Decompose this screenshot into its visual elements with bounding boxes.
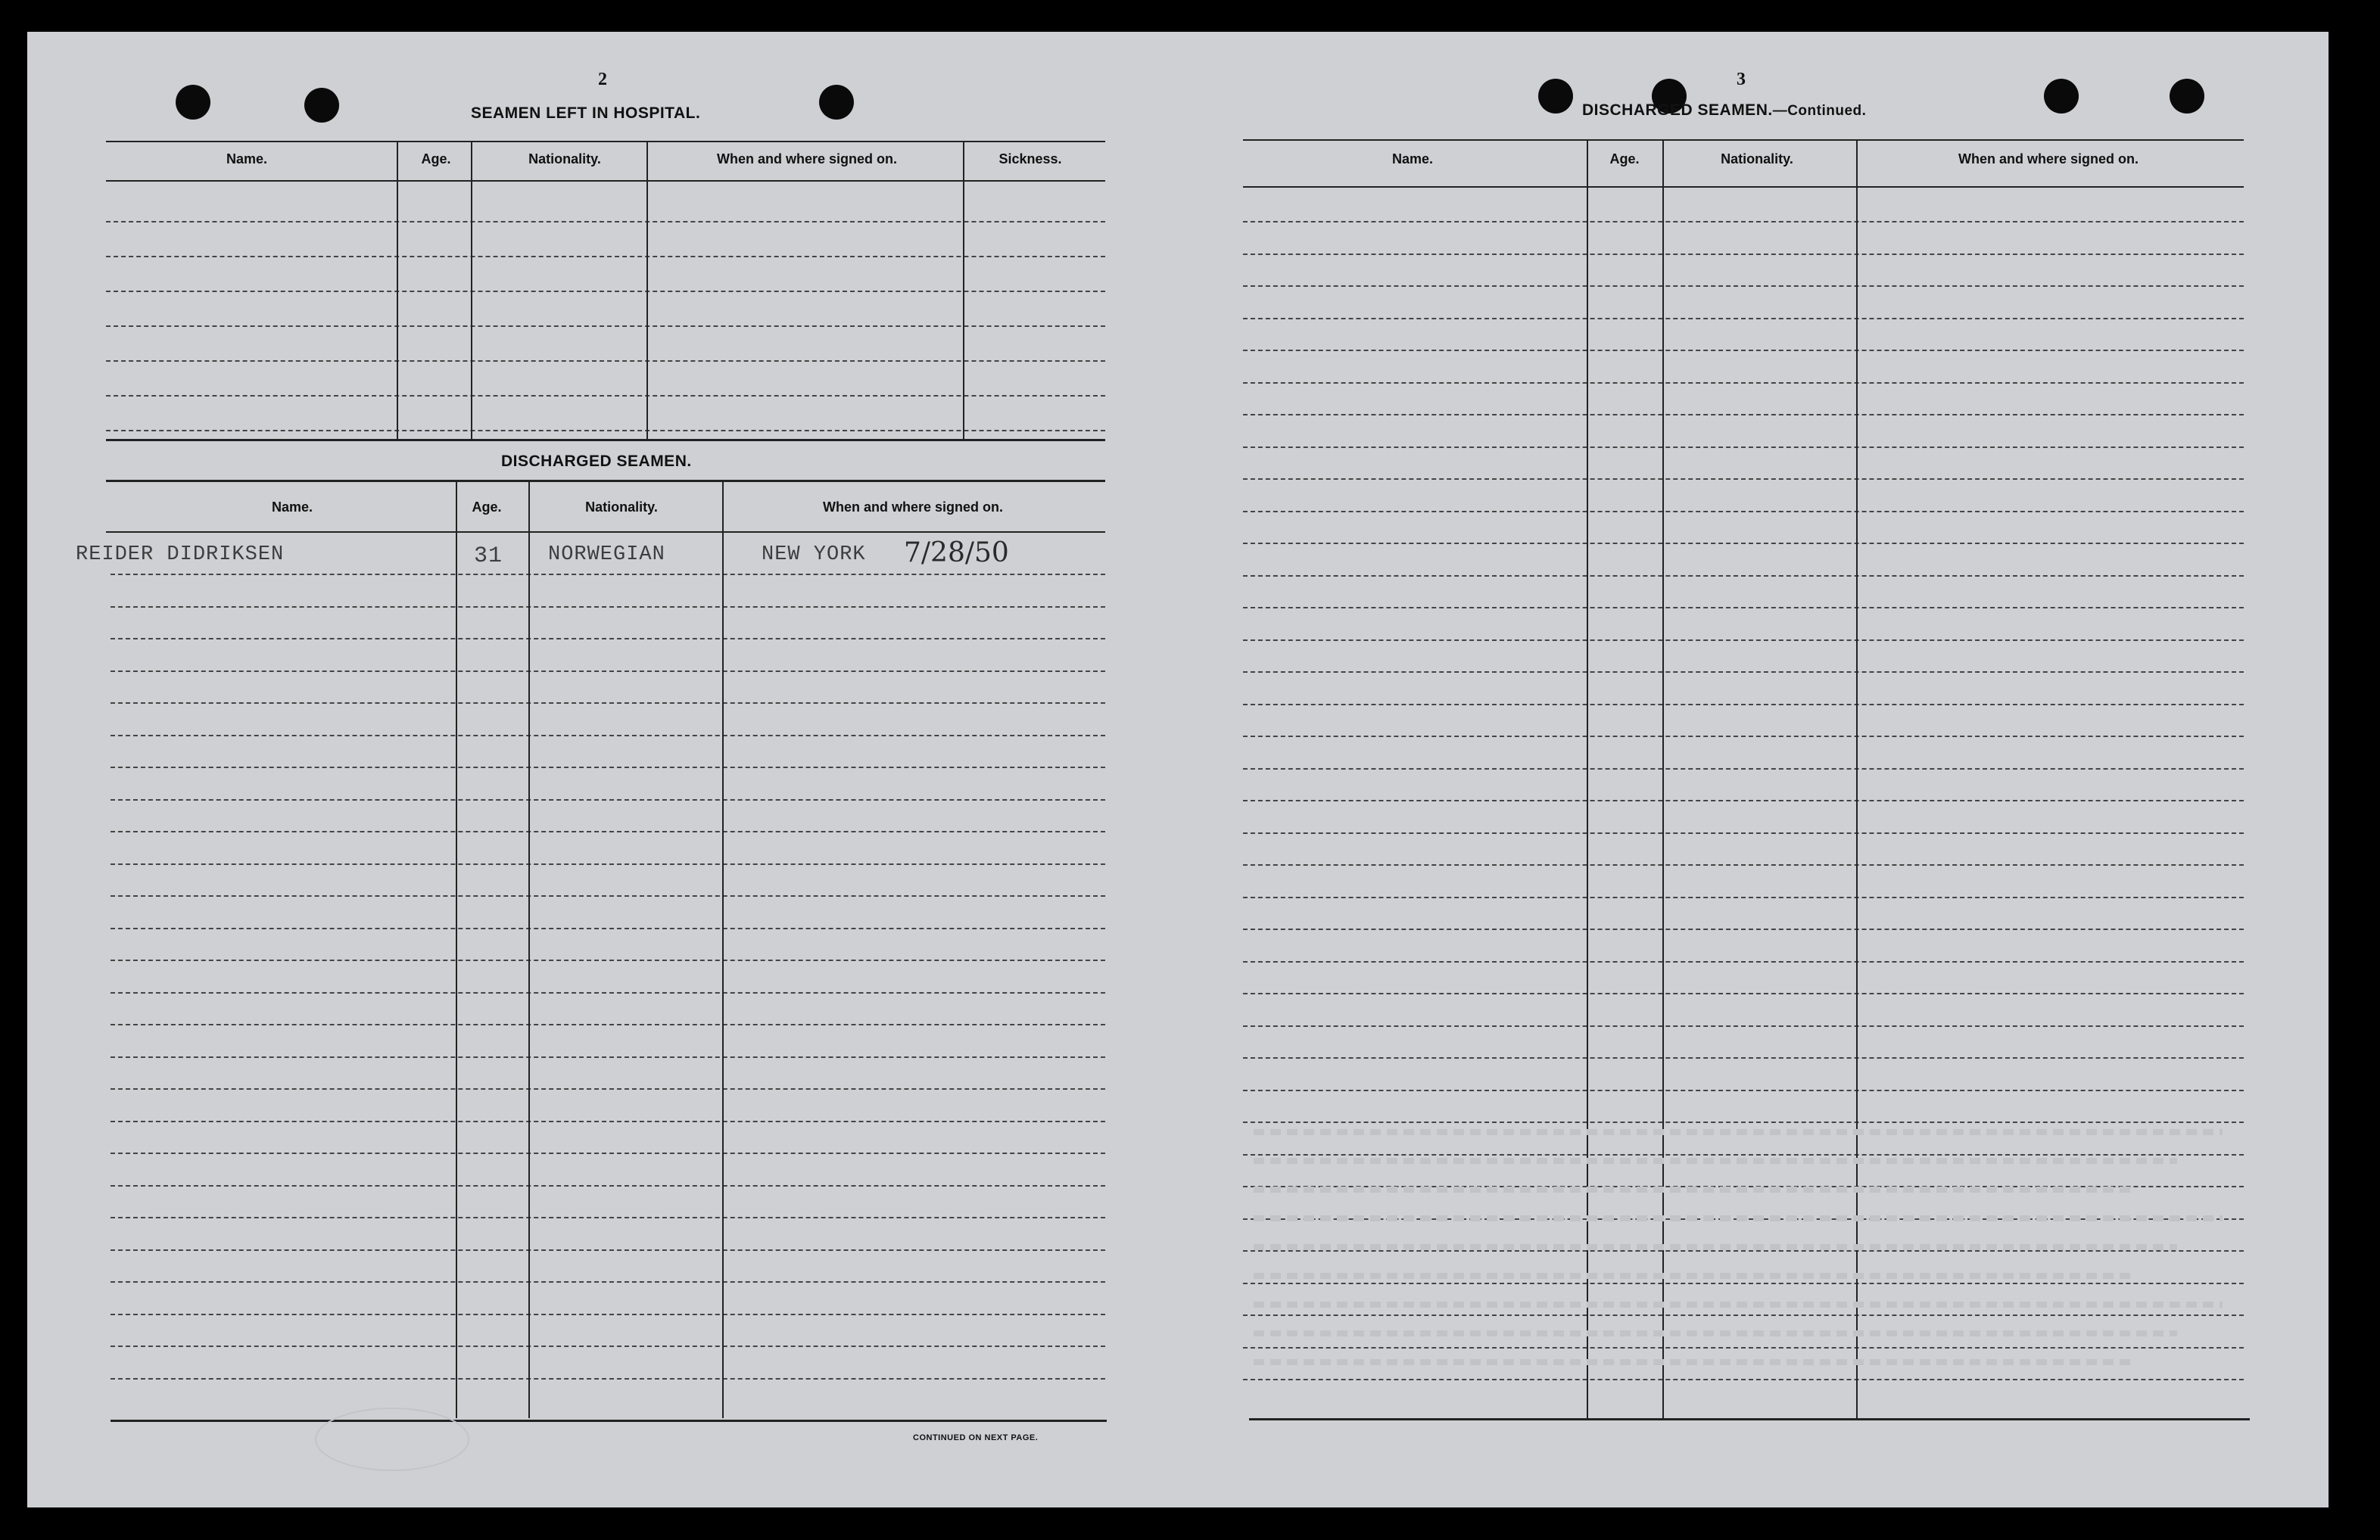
row-rule bbox=[1243, 382, 2244, 384]
row-rule bbox=[111, 1121, 1105, 1122]
row-rule bbox=[106, 256, 1105, 257]
entry-signed-on-date: 7/28/50 bbox=[904, 537, 1009, 568]
punch-hole bbox=[304, 88, 339, 123]
row-rule bbox=[1243, 993, 2244, 994]
row-rule bbox=[1243, 768, 2244, 770]
column-header-nationality: Nationality. bbox=[1721, 151, 1793, 166]
table-top-rule bbox=[106, 480, 1105, 482]
row-rule bbox=[1243, 1250, 2244, 1252]
row-rule bbox=[111, 1024, 1105, 1025]
row-rule bbox=[111, 1249, 1105, 1251]
header-rule bbox=[106, 180, 1105, 182]
row-rule bbox=[1243, 736, 2244, 737]
bleed-line bbox=[1254, 1187, 2132, 1193]
column-header-signed-on: When and where signed on. bbox=[716, 151, 898, 166]
row-rule bbox=[111, 1281, 1105, 1283]
row-rule bbox=[111, 702, 1105, 704]
row-rule bbox=[1243, 1057, 2244, 1059]
header-rule bbox=[106, 531, 1105, 533]
punch-hole bbox=[176, 85, 210, 120]
column-divider bbox=[722, 480, 724, 1418]
row-rule bbox=[111, 767, 1105, 768]
row-rule bbox=[1243, 350, 2244, 351]
column-header-nationality: Nationality. bbox=[585, 499, 658, 515]
bleed-line bbox=[1254, 1330, 2177, 1336]
row-rule bbox=[1243, 478, 2244, 480]
document-sheet bbox=[27, 32, 2329, 1507]
row-rule bbox=[1243, 1154, 2244, 1156]
column-header-age: Age. bbox=[472, 499, 502, 515]
right-page bbox=[1178, 32, 2329, 1507]
table-top-rule bbox=[106, 141, 1105, 142]
row-rule bbox=[111, 799, 1105, 801]
row-rule bbox=[1243, 800, 2244, 801]
row-rule bbox=[1243, 318, 2244, 319]
row-rule bbox=[1243, 1025, 2244, 1027]
row-rule bbox=[111, 735, 1105, 736]
column-header-age: Age. bbox=[421, 151, 451, 166]
row-rule bbox=[111, 992, 1105, 994]
row-rule bbox=[1243, 446, 2244, 448]
bleed-line bbox=[1254, 1158, 2177, 1164]
row-rule bbox=[1243, 543, 2244, 544]
row-rule bbox=[1243, 929, 2244, 930]
row-rule bbox=[111, 638, 1105, 639]
hospital-section-title: SEAMEN LEFT IN HOSPITAL. bbox=[471, 104, 701, 122]
page-number: 2 bbox=[598, 70, 607, 89]
row-rule bbox=[1243, 285, 2244, 287]
bleed-line bbox=[1254, 1273, 2132, 1279]
column-divider bbox=[646, 141, 648, 439]
row-rule bbox=[106, 325, 1105, 327]
row-rule bbox=[106, 360, 1105, 362]
left-page bbox=[27, 32, 1178, 1507]
row-rule bbox=[1243, 1283, 2244, 1284]
row-rule bbox=[106, 430, 1105, 431]
row-rule bbox=[1243, 639, 2244, 641]
row-rule bbox=[111, 1185, 1105, 1187]
column-header-name: Name. bbox=[271, 499, 313, 515]
row-rule bbox=[1243, 607, 2244, 608]
entry-name: REIDER DIDRIKSEN bbox=[76, 543, 285, 566]
row-rule bbox=[111, 1088, 1105, 1090]
row-rule bbox=[1243, 1347, 2244, 1349]
row-rule bbox=[111, 1153, 1105, 1154]
row-rule bbox=[111, 895, 1105, 897]
discharged-continued-title bbox=[1582, 101, 1866, 120]
entry-signed-on-place: NEW YORK bbox=[762, 543, 866, 566]
column-header-signed-on: When and where signed on. bbox=[1958, 151, 2139, 166]
column-divider bbox=[1587, 139, 1588, 1418]
column-divider bbox=[1662, 139, 1664, 1418]
bleed-through-stamp bbox=[315, 1408, 469, 1471]
bleed-line bbox=[1254, 1129, 2223, 1135]
row-rule bbox=[111, 863, 1105, 865]
section-title-suffix: —Continued. bbox=[1772, 103, 1867, 119]
row-rule bbox=[1243, 414, 2244, 415]
entry-nationality: NORWEGIAN bbox=[548, 543, 665, 566]
table-bottom-rule bbox=[1249, 1418, 2250, 1420]
row-rule bbox=[111, 831, 1105, 832]
column-divider bbox=[963, 141, 964, 439]
column-divider bbox=[456, 480, 457, 1418]
column-header-name: Name. bbox=[1391, 151, 1434, 166]
row-rule bbox=[111, 606, 1105, 608]
row-rule bbox=[106, 395, 1105, 397]
row-rule bbox=[111, 670, 1105, 672]
section-title-text: DISCHARGED SEAMEN. bbox=[1582, 101, 1773, 119]
row-rule bbox=[1243, 961, 2244, 963]
row-rule bbox=[1243, 221, 2244, 222]
row-rule bbox=[1243, 1379, 2244, 1380]
header-rule bbox=[1243, 186, 2244, 188]
column-divider bbox=[397, 141, 398, 439]
row-rule bbox=[1243, 1122, 2244, 1123]
row-rule bbox=[106, 291, 1105, 292]
bleed-line bbox=[1254, 1302, 2223, 1308]
row-rule bbox=[111, 574, 1105, 575]
table-top-rule bbox=[1243, 139, 2244, 141]
continued-note: CONTINUED ON NEXT PAGE. bbox=[913, 1433, 1039, 1442]
row-rule bbox=[111, 1378, 1105, 1380]
row-rule bbox=[111, 1217, 1105, 1218]
table-bottom-rule bbox=[111, 1420, 1107, 1422]
row-rule bbox=[1243, 511, 2244, 512]
row-rule bbox=[1243, 832, 2244, 834]
row-rule bbox=[1243, 254, 2244, 255]
punch-hole bbox=[1538, 79, 1573, 114]
row-rule bbox=[1243, 1314, 2244, 1316]
row-rule bbox=[111, 928, 1105, 929]
column-header-sickness: Sickness. bbox=[998, 151, 1062, 166]
row-rule bbox=[1243, 897, 2244, 898]
column-divider bbox=[1856, 139, 1858, 1418]
column-header-age: Age. bbox=[1609, 151, 1640, 166]
row-rule bbox=[1243, 704, 2244, 705]
bleed-line bbox=[1254, 1244, 2177, 1250]
row-rule bbox=[111, 1056, 1105, 1058]
table-bottom-rule bbox=[106, 439, 1105, 441]
punch-hole bbox=[819, 85, 854, 120]
row-rule bbox=[111, 1346, 1105, 1347]
entry-age: 31 bbox=[474, 543, 503, 569]
punch-hole bbox=[2044, 79, 2079, 114]
column-divider bbox=[471, 141, 472, 439]
row-rule bbox=[1243, 671, 2244, 673]
column-header-nationality: Nationality. bbox=[528, 151, 601, 166]
row-rule bbox=[111, 960, 1105, 961]
column-header-name: Name. bbox=[226, 151, 268, 166]
column-divider bbox=[528, 480, 530, 1418]
row-rule bbox=[1243, 575, 2244, 577]
bleed-line bbox=[1254, 1359, 2132, 1365]
punch-hole bbox=[2170, 79, 2204, 114]
discharged-section-title: DISCHARGED SEAMEN. bbox=[501, 453, 692, 470]
page-number: 3 bbox=[1737, 70, 1746, 89]
row-rule bbox=[111, 1314, 1105, 1315]
row-rule bbox=[1243, 1090, 2244, 1091]
bleed-line bbox=[1254, 1215, 2223, 1221]
row-rule bbox=[1243, 864, 2244, 866]
column-header-signed-on: When and where signed on. bbox=[822, 499, 1004, 515]
row-rule bbox=[106, 221, 1105, 222]
